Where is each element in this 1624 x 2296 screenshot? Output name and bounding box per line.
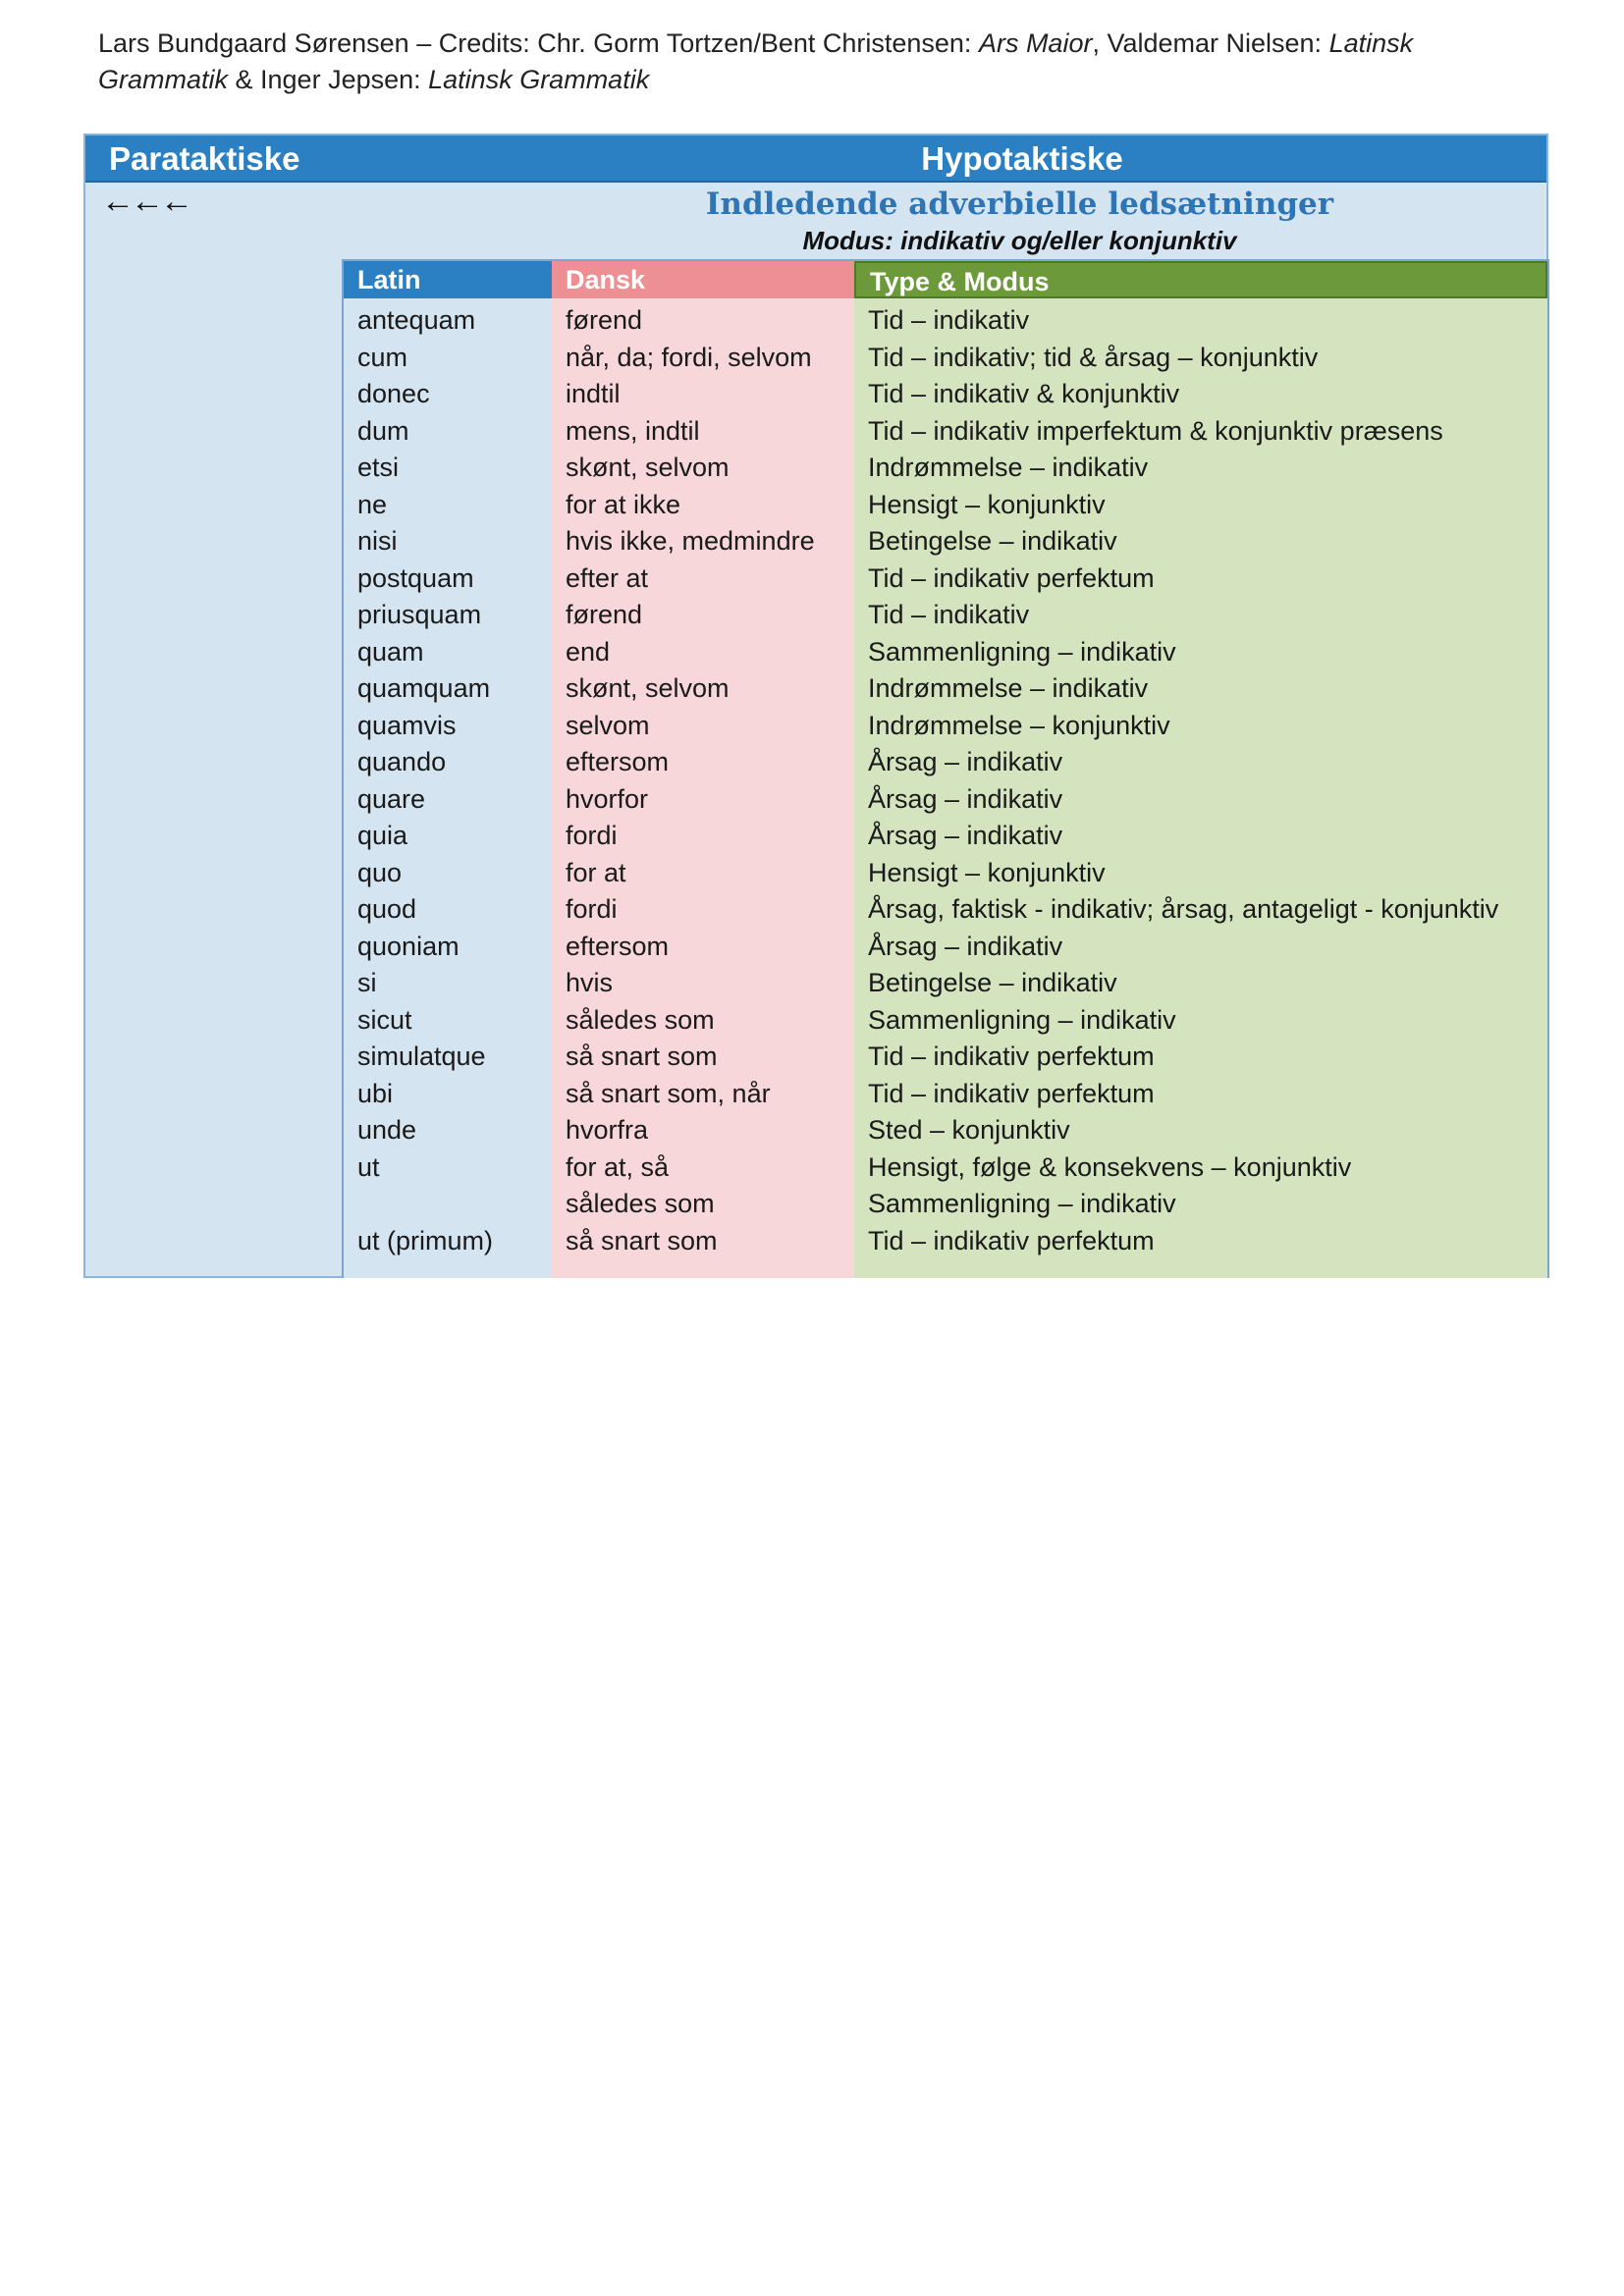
cell-type: Tid – indikativ; tid & årsag – konjunktiv — [868, 342, 1319, 372]
cell-latin: ut — [357, 1151, 380, 1182]
credits-book-latinsk: Latinsk — [1328, 28, 1414, 58]
table-row — [344, 523, 1547, 561]
cell-latin: ne — [357, 489, 388, 519]
table-row — [344, 818, 1547, 855]
cell-type: Indrømmelse – indikativ — [868, 673, 1149, 703]
table-row — [344, 670, 1547, 708]
cell-type: Årsag – indikativ — [868, 931, 1063, 961]
cell-type: Indrømmelse – indikativ — [868, 453, 1149, 482]
table-row — [344, 744, 1547, 781]
table-row — [344, 855, 1547, 892]
table-row — [344, 708, 1547, 745]
table-row — [344, 891, 1547, 929]
cell-type: Sammenligning – indikativ — [868, 636, 1176, 667]
cell-dansk: så snart som — [566, 1225, 718, 1255]
cell-latin: si — [357, 968, 377, 997]
cell-type: Sted – konjunktiv — [868, 1115, 1070, 1145]
table-row — [344, 597, 1547, 634]
cell-type: Årsag – indikativ — [868, 747, 1063, 776]
cell-latin: quia — [357, 821, 408, 850]
cell-latin: quamquam — [357, 673, 491, 703]
credits-text — [98, 26, 1532, 98]
cell-dansk: for at, så — [566, 1151, 670, 1182]
cell-latin: postquam — [357, 562, 474, 593]
table-row — [344, 561, 1547, 598]
cell-dansk: så snart som, når — [566, 1078, 771, 1108]
cell-dansk: således som — [566, 1189, 715, 1218]
cell-type: Indrømmelse – konjunktiv — [868, 710, 1170, 740]
cell-type: Tid – indikativ — [868, 600, 1030, 629]
cell-dansk: fordi — [566, 894, 618, 924]
cell-dansk: eftersom — [566, 931, 670, 961]
table-row — [344, 450, 1547, 487]
cell-dansk: end — [566, 636, 611, 667]
section-title: Indledende adverbielle ledsætninger — [705, 187, 1334, 222]
cell-dansk: efter at — [566, 562, 649, 593]
hypotaktiske-title: Hypotaktiske — [921, 140, 1123, 177]
table-row — [344, 340, 1547, 377]
cell-dansk: for at ikke — [566, 489, 681, 519]
table-row — [344, 376, 1547, 413]
cell-dansk: hvis — [566, 968, 614, 997]
cell-latin: quod — [357, 894, 417, 924]
table-row — [344, 1002, 1547, 1040]
credits-book-ars-maior: Ars Maior — [978, 28, 1093, 58]
cell-latin: priusquam — [357, 600, 482, 629]
cell-latin: unde — [357, 1115, 417, 1145]
cell-latin: quamvis — [357, 710, 457, 740]
column-header-dansk: Dansk — [552, 261, 854, 298]
cell-latin: quo — [357, 857, 403, 887]
table-row — [344, 413, 1547, 451]
cell-latin: donec — [357, 379, 430, 408]
cell-latin: antequam — [357, 305, 476, 335]
back-arrows-icon[interactable]: ←←← — [101, 183, 189, 220]
cell-latin: quando — [357, 747, 447, 776]
credits-book-grammatik: Grammatik — [98, 65, 229, 94]
cell-type: Tid – indikativ & konjunktiv — [868, 379, 1180, 408]
cell-type: Tid – indikativ imperfektum & konjunktiv præsens — [868, 415, 1443, 446]
credits-book-latinsk-grammatik: Latinsk Grammatik — [428, 65, 650, 94]
table-row — [344, 1112, 1547, 1149]
cell-latin: etsi — [357, 453, 400, 482]
cell-dansk: fordi — [566, 821, 618, 850]
table-row — [344, 929, 1547, 966]
cell-type: Betingelse – indikativ — [868, 968, 1117, 997]
conjunction-table — [342, 259, 1549, 1278]
parataktiske-title: Parataktiske — [109, 140, 300, 177]
cell-dansk: selvom — [566, 710, 650, 740]
table-rows — [344, 302, 1547, 1259]
cell-type: Tid – indikativ perfektum — [868, 562, 1155, 593]
table-row — [344, 1149, 1547, 1187]
cell-latin: ubi — [357, 1078, 394, 1108]
table-row — [344, 487, 1547, 524]
cell-type: Årsag – indikativ — [868, 821, 1063, 850]
cell-type: Tid – indikativ — [868, 305, 1030, 335]
cell-latin: ut (primum) — [357, 1225, 494, 1255]
cell-type: Hensigt, følge & konsekvens – konjunktiv — [868, 1151, 1352, 1182]
cell-dansk: skønt, selvom — [566, 453, 730, 482]
cell-latin: sicut — [357, 1004, 412, 1035]
cell-type: Årsag – indikativ — [868, 783, 1063, 814]
cell-dansk: så snart som — [566, 1041, 718, 1071]
cell-type: Tid – indikativ perfektum — [868, 1225, 1155, 1255]
table-row — [344, 781, 1547, 819]
cell-dansk: førend — [566, 305, 643, 335]
grammar-panel — [83, 133, 1548, 1278]
cell-latin: simulatque — [357, 1041, 486, 1071]
cell-dansk: hvorfor — [566, 783, 649, 814]
cell-dansk: indtil — [566, 379, 621, 408]
cell-dansk: eftersom — [566, 747, 670, 776]
table-row — [344, 1186, 1547, 1223]
column-header-type: Type & Modus — [854, 261, 1547, 298]
column-header-latin: Latin — [344, 261, 552, 298]
cell-type: Sammenligning – indikativ — [868, 1004, 1176, 1035]
cell-dansk: hvorfra — [566, 1115, 649, 1145]
cell-latin: quam — [357, 636, 424, 667]
cell-latin: quoniam — [357, 931, 460, 961]
table-row — [344, 302, 1547, 340]
credits-and: & Inger Jepsen: — [228, 65, 429, 94]
table-row — [344, 965, 1547, 1002]
cell-type: Betingelse – indikativ — [868, 526, 1117, 556]
cell-dansk: når, da; fordi, selvom — [566, 342, 812, 372]
cell-latin: quare — [357, 783, 426, 814]
cell-dansk: førend — [566, 600, 643, 629]
cell-type: Tid – indikativ perfektum — [868, 1041, 1155, 1071]
cell-type: Sammenligning – indikativ — [868, 1189, 1176, 1218]
cell-latin: nisi — [357, 526, 398, 556]
cell-dansk: hvis ikke, medmindre — [566, 526, 815, 556]
cell-dansk: således som — [566, 1004, 715, 1035]
table-row — [344, 1223, 1547, 1260]
header-bar — [85, 135, 1546, 183]
credits-mid: , Valdemar Nielsen: — [1092, 28, 1329, 58]
section-modus: Modus: indikativ og/eller konjunktiv — [802, 226, 1237, 255]
table-row — [344, 1039, 1547, 1076]
cell-type: Hensigt – konjunktiv — [868, 489, 1106, 519]
cell-dansk: mens, indtil — [566, 415, 700, 446]
table-row — [344, 1076, 1547, 1113]
cell-latin: dum — [357, 415, 409, 446]
cell-type: Årsag, faktisk - indikativ; årsag, antageligt - konjunktiv — [868, 894, 1499, 924]
cell-type: Tid – indikativ perfektum — [868, 1078, 1155, 1108]
cell-type: Hensigt – konjunktiv — [868, 857, 1106, 887]
cell-latin: cum — [357, 342, 408, 372]
table-row — [344, 634, 1547, 671]
cell-dansk: skønt, selvom — [566, 673, 730, 703]
credits-prefix: Lars Bundgaard Sørensen – Credits: Chr. Gorm Tortzen/Bent Christensen: — [98, 28, 979, 58]
cell-dansk: for at — [566, 857, 626, 887]
